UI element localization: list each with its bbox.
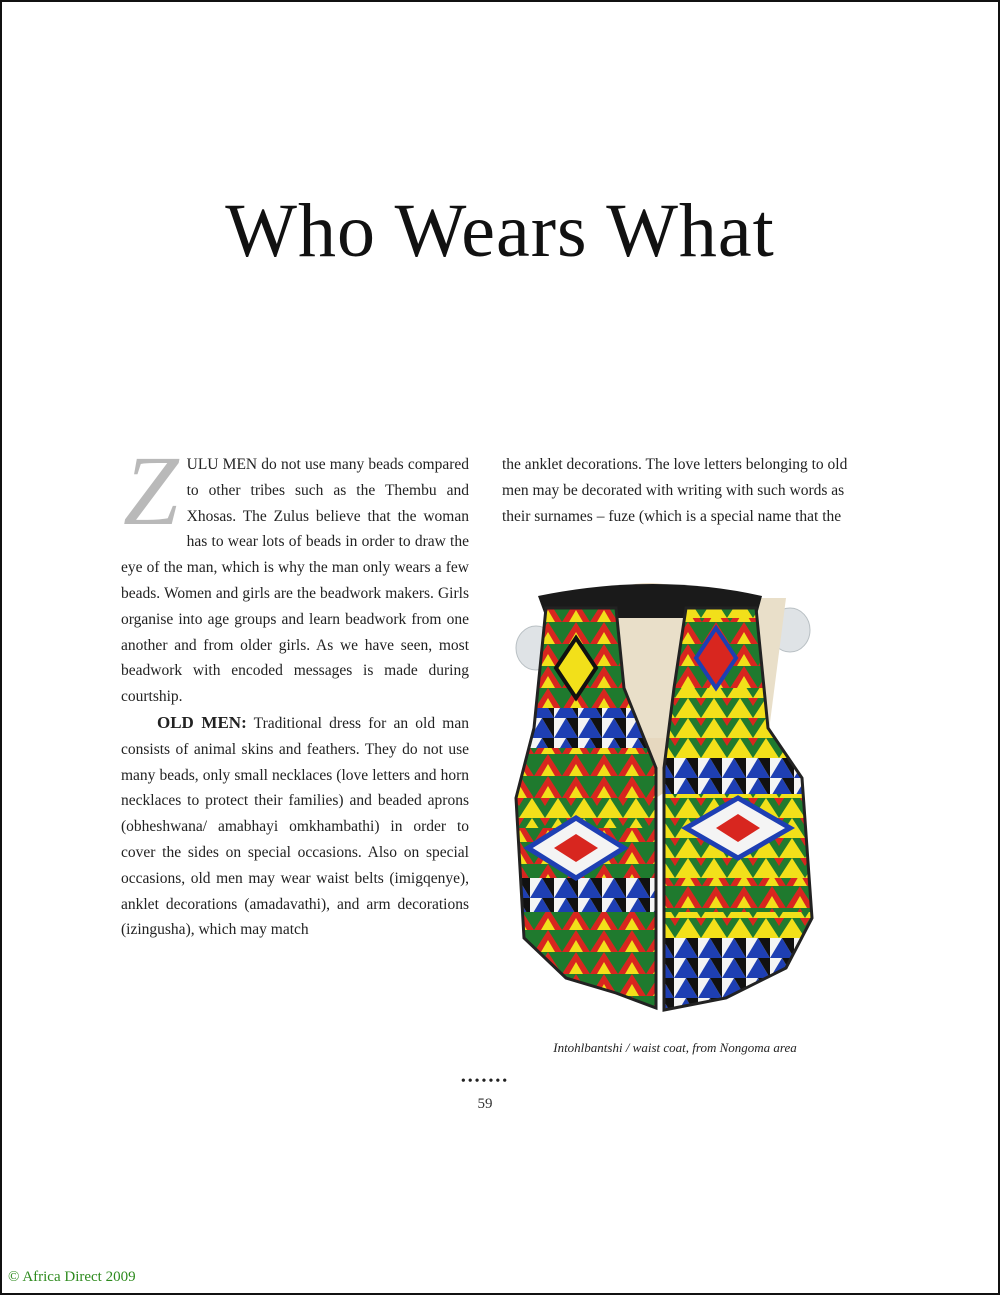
continued-text: the anklet decorations. The love letters belonging to old men may be decorated with writing with such words as their surnames – fuze (which is a special name that the	[502, 456, 848, 525]
intro-paragraph	[121, 435, 469, 710]
beaded-vest-photo	[506, 578, 840, 1028]
left-column	[121, 435, 469, 943]
vest-illustration	[506, 578, 840, 1028]
old-men-text: Traditional dress for an old man consists of animal skins and feathers. They do not use many beads, only small necklaces (love letters and horn necklaces to protect their families) and beaded aprons (obheshwana/ amabhayi omkhambathi) in order to cover the sides on special occasions. Also on special occasions, old men may wear waist belts (imigqenye), anklet decorations (amadavathi), and arm decorations (izingusha), which may match	[121, 714, 469, 939]
old-men-paragraph	[121, 710, 469, 943]
right-column	[502, 452, 854, 529]
photo-caption: Intohlbantshi / waist coat, from Nongoma area	[553, 1040, 797, 1055]
copyright-notice: © Africa Direct 2009	[8, 1269, 136, 1285]
page-ornament: •••••••	[460, 1074, 510, 1089]
page-title: Who Wears What	[225, 189, 775, 273]
drop-cap: Z	[123, 435, 179, 546]
old-men-heading: OLD MEN:	[157, 712, 247, 732]
intro-text: ULU MEN do not use many beads compared to other tribes such as the Thembu and Xhosas. The Zulus believe that the woman has to wear lots of beads in order to draw the eye of the man, which is why the man only wears a few beads. Women and girls are the beadwork makers. Girls organise into age groups and learn beadwork from one another and from older girls. As we have seen, most beadwork with encoded messages is made during courtship.	[121, 456, 469, 706]
page-number: 59	[477, 1096, 493, 1112]
